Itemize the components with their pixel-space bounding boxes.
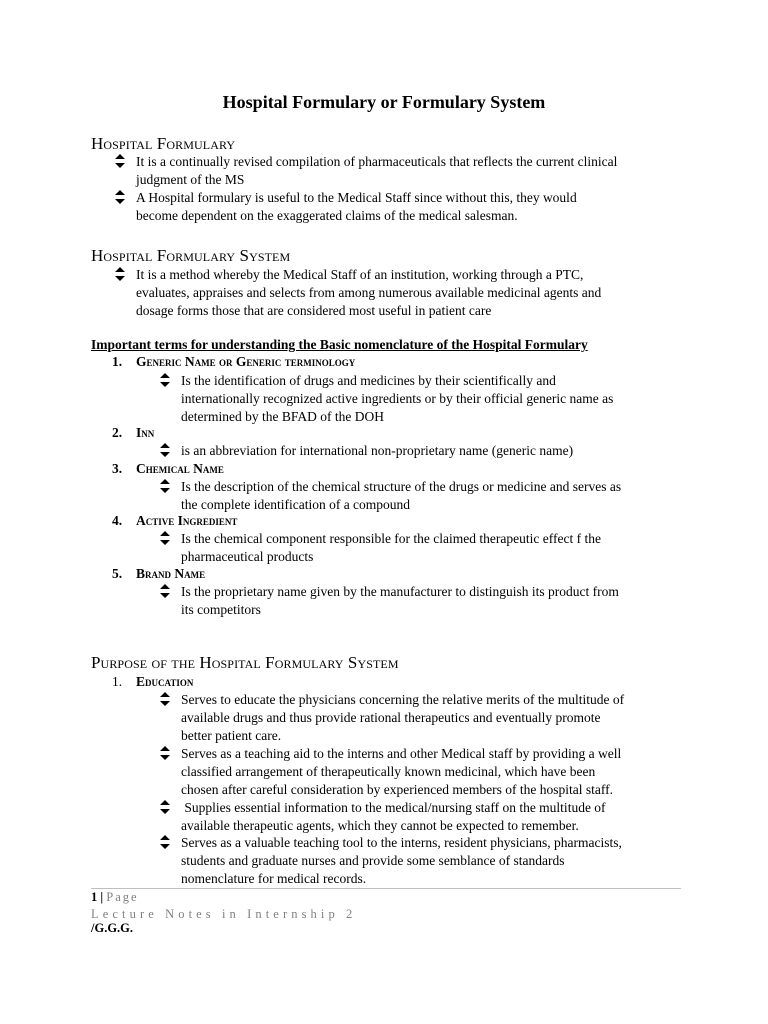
section2-bullets bbox=[114, 266, 674, 320]
up-down-arrow-icon bbox=[114, 267, 126, 281]
term-label: Chemical Name bbox=[136, 461, 224, 476]
footer-initials: /G.G.G. bbox=[91, 921, 134, 935]
purpose-item-education bbox=[112, 673, 193, 691]
up-down-arrow-icon bbox=[159, 835, 171, 849]
footer-page-number bbox=[91, 889, 139, 905]
list-number: 4. bbox=[112, 513, 123, 528]
bullet-text-line: is an abbreviation for international non-proprietary name (generic name) bbox=[181, 443, 574, 458]
bullet-item bbox=[114, 153, 674, 189]
up-down-arrow-icon bbox=[159, 531, 171, 545]
up-down-arrow-icon bbox=[114, 154, 126, 168]
bullet-text-line: nomenclature for medical records. bbox=[181, 871, 367, 886]
bullet-item bbox=[114, 189, 674, 225]
section-heading-purpose: Purpose of the Hospital Formulary System bbox=[91, 653, 399, 672]
section-heading-hospital-formulary-system: Hospital Formulary System bbox=[91, 246, 291, 265]
up-down-arrow-icon bbox=[159, 584, 171, 598]
bullet-text-line: chosen after careful consideration by experienced members of the hospital staff. bbox=[181, 782, 613, 797]
bullet-text-line: Is the proprietary name given by the manufacturer to distinguish its product from bbox=[181, 584, 619, 599]
bullet-text-line: It is a method whereby the Medical Staff of an institution, working through a PTC, bbox=[136, 267, 584, 282]
bullet-text-line: judgment of the MS bbox=[136, 172, 245, 187]
term-item-generic-name bbox=[112, 353, 355, 371]
bullet-text-line: internationally recognized active ingredients or by their official generic name as bbox=[181, 391, 614, 406]
term-label: Inn bbox=[136, 425, 155, 440]
list-number: 2. bbox=[112, 425, 123, 440]
up-down-arrow-icon bbox=[159, 479, 171, 493]
up-down-arrow-icon bbox=[159, 443, 171, 457]
important-terms-heading: Important terms for understanding the Basic nomenclature of the Hospital Formulary bbox=[91, 337, 588, 352]
term-item-brand-name bbox=[112, 565, 205, 583]
page-number: 1 bbox=[91, 890, 98, 904]
term-label: Generic Name or Generic terminology bbox=[136, 354, 356, 369]
list-number: 5. bbox=[112, 566, 123, 581]
term-label: Education bbox=[136, 674, 194, 689]
bullet-text-line: dosage forms those that are considered most useful in patient care bbox=[136, 303, 492, 318]
bullet-item bbox=[114, 266, 674, 320]
list-number: 1. bbox=[112, 674, 123, 689]
section-heading-hospital-formulary: Hospital Formulary bbox=[91, 134, 236, 153]
term-label: Active Ingredient bbox=[136, 513, 238, 528]
bullet-text-line: Is the chemical component responsible for the claimed therapeutic effect f the bbox=[181, 531, 601, 546]
bullet-text-line: become dependent on the exaggerated claims of the medical salesman. bbox=[136, 208, 518, 223]
up-down-arrow-icon bbox=[159, 800, 171, 814]
list-number: 3. bbox=[112, 461, 123, 476]
page-word: Page bbox=[106, 890, 139, 904]
bullet-text-line: Is the description of the chemical structure of the drugs or medicine and serves as bbox=[181, 479, 622, 494]
bullet-text-line: better patient care. bbox=[181, 728, 282, 743]
up-down-arrow-icon bbox=[159, 692, 171, 706]
bullet-item bbox=[159, 745, 719, 799]
bullet-text-line: It is a continually revised compilation of pharmaceuticals that reflects the current clinical bbox=[136, 154, 618, 169]
list-number: 1. bbox=[112, 354, 123, 369]
term-label: Brand Name bbox=[136, 566, 206, 581]
bullet-text-line: evaluates, appraises and selects from among numerous available medicinal agents and bbox=[136, 285, 602, 300]
up-down-arrow-icon bbox=[114, 190, 126, 204]
up-down-arrow-icon bbox=[159, 746, 171, 760]
bullet-text-line: Serves as a valuable teaching tool to the interns, resident physicians, pharmacists, bbox=[181, 835, 622, 850]
bullet-text-line: Is the identification of drugs and medicines by their scientifically and bbox=[181, 373, 556, 388]
bullet-text-line: A Hospital formulary is useful to the Medical Staff since without this, they would bbox=[136, 190, 577, 205]
bullet-text-line: available therapeutic agents, which they cannot be expected to remember. bbox=[181, 818, 579, 833]
bullet-text-line: determined by the BFAD of the DOH bbox=[181, 409, 384, 424]
section1-bullets bbox=[114, 153, 674, 225]
bullet-item bbox=[159, 834, 719, 888]
term-item-active-ingredient bbox=[112, 512, 237, 530]
bullet-text-line: Serves to educate the physicians concerning the relative merits of the multitude of bbox=[181, 692, 625, 707]
bullet-text-line: Supplies essential information to the medical/nursing staff on the multitude of bbox=[181, 800, 606, 815]
bullet-text-line: its competitors bbox=[181, 602, 261, 617]
term-item-chemical-name bbox=[112, 460, 224, 478]
bullet-text-line: pharmaceutical products bbox=[181, 549, 314, 564]
bullet-text-line: classified arrangement of therapeutically known medicinal, which have been bbox=[181, 764, 596, 779]
up-down-arrow-icon bbox=[159, 373, 171, 387]
bullet-text-line: students and graduate nurses and provide some semblance of standards bbox=[181, 853, 565, 868]
page-title: Hospital Formulary or Formulary System bbox=[222, 92, 546, 112]
footer-divider bbox=[91, 888, 681, 889]
footer-course-title: Lecture Notes in Internship 2 bbox=[91, 907, 357, 921]
bullet-item bbox=[159, 691, 719, 745]
purpose-bullets bbox=[159, 691, 719, 888]
bullet-text-line: the complete identification of a compound bbox=[181, 497, 411, 512]
term-item-inn bbox=[112, 424, 154, 442]
page-separator: | bbox=[97, 890, 107, 904]
bullet-text-line: Serves as a teaching aid to the interns and other Medical staff by providing a well bbox=[181, 746, 622, 761]
bullet-text-line: available drugs and thus provide rational therapeutics and eventually promote bbox=[181, 710, 601, 725]
bullet-item bbox=[159, 799, 719, 834]
